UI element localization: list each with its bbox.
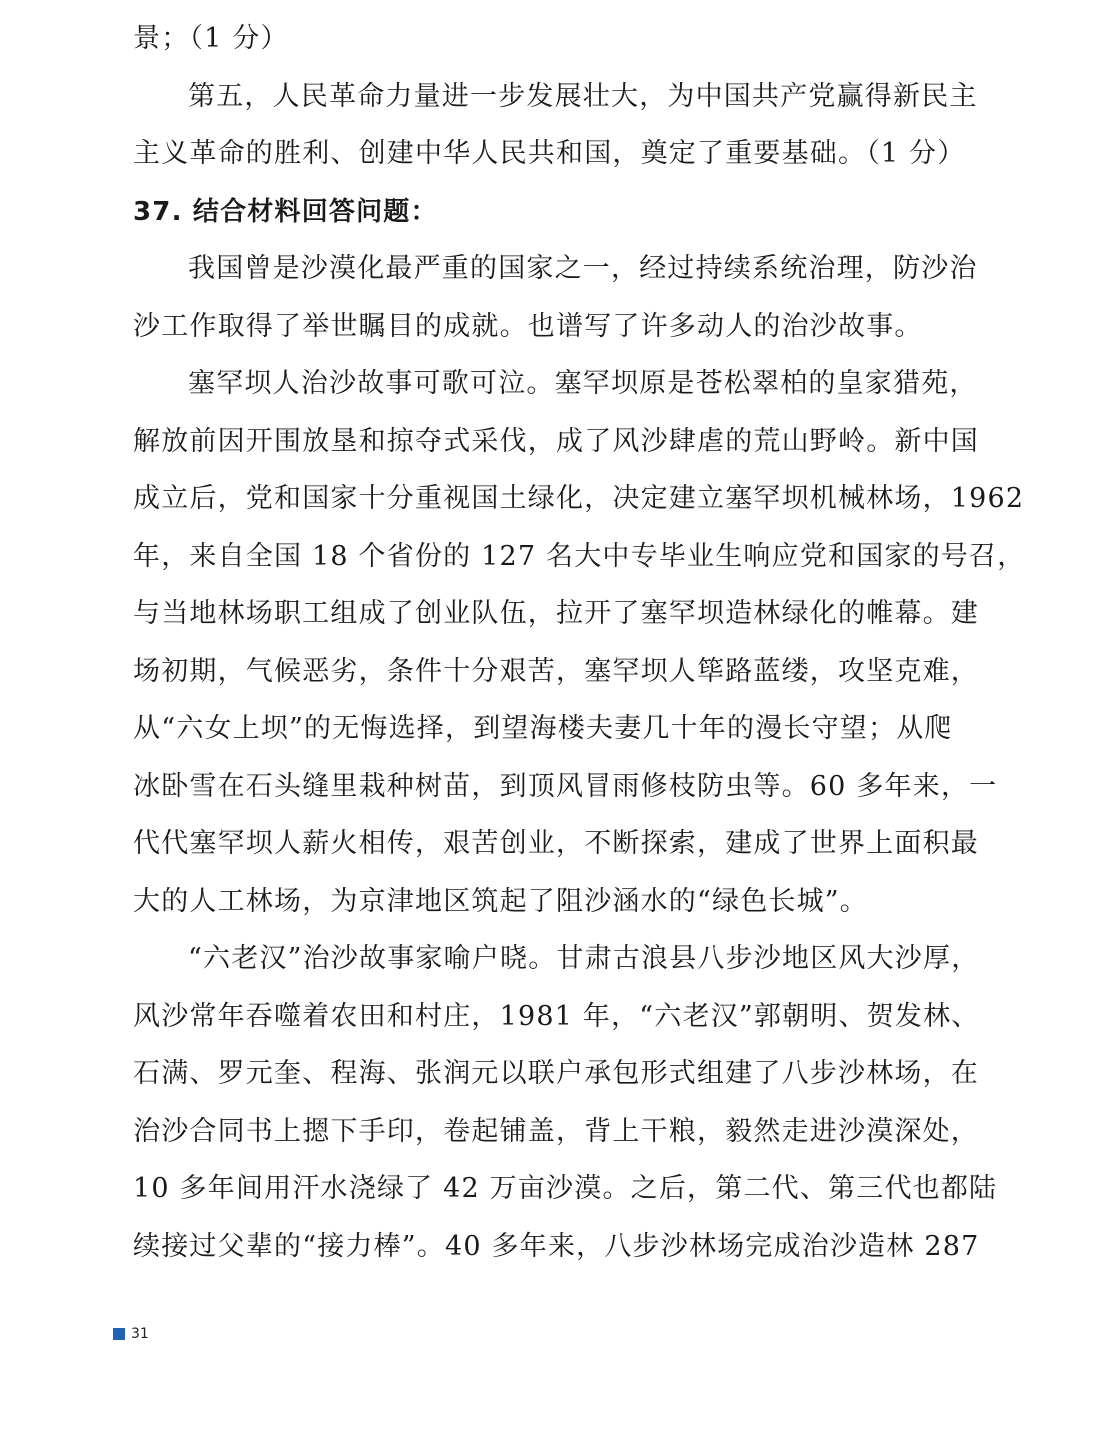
text-line: 沙工作取得了举世瞩目的成就。也谱写了许多动人的治沙故事。 — [133, 310, 923, 342]
text-line: 大的人工林场，为京津地区筑起了阻沙涵水的“绿色长城”。 — [133, 885, 869, 917]
footer-square-icon — [113, 1328, 125, 1340]
page-number: 31 — [131, 1326, 149, 1342]
text-line: 第五，人民革命力量进一步发展壮大，为中国共产党赢得新民主 — [188, 80, 978, 112]
text-line: 风沙常年吞噬着农田和村庄，1981 年，“六老汉”郭朝明、贺发林、 — [133, 1000, 980, 1032]
page-footer — [113, 1326, 149, 1342]
text-line: 代代塞罕坝人薪火相传，艰苦创业，不断探索，建成了世界上面积最 — [133, 828, 979, 859]
text-line: 景；（1 分） — [133, 23, 289, 54]
text-line: 与当地林场职工组成了创业队伍，拉开了塞罕坝造林绿化的帷幕。建 — [133, 598, 979, 629]
text-line: “六老汉”治沙故事家喻户晓。甘肃古浪县八步沙地区风大沙厚， — [188, 943, 980, 974]
text-line: 年，来自全国 18 个省份的 127 名大中专毕业生响应党和国家的号召， — [133, 540, 1026, 572]
text-line: 10 多年间用汗水浇绿了 42 万亩沙漠。之后，第二代、第三代也都陆 — [133, 1173, 998, 1204]
text-line: 从“六女上坝”的无悔选择，到望海楼夫妻几十年的漫长守望；从爬 — [133, 713, 953, 744]
text-line: 治沙合同书上摁下手印，卷起铺盖，背上干粮，毅然走进沙漠深处， — [133, 1115, 979, 1147]
text-line: 主义革命的胜利、创建中华人民共和国，奠定了重要基础。（1 分） — [133, 138, 966, 169]
text-line: 塞罕坝人治沙故事可歌可泣。塞罕坝原是苍松翠柏的皇家猎苑， — [188, 368, 978, 399]
text-line: 场初期，气候恶劣，条件十分艰苦，塞罕坝人筚路蓝缕，攻坚克难， — [133, 655, 979, 687]
question-heading: 37. 结合材料回答问题： — [133, 196, 438, 227]
text-line: 石满、罗元奎、程海、张润元以联户承包形式组建了八步沙林场，在 — [133, 1058, 979, 1089]
text-line: 续接过父辈的“接力棒”。40 多年来，八步沙林场完成治沙造林 287 — [133, 1230, 980, 1262]
text-line: 我国曾是沙漠化最严重的国家之一，经过持续系统治理，防沙治 — [188, 253, 978, 284]
text-line: 冰卧雪在石头缝里栽种树苗，到顶风冒雨修枝防虫等。60 多年来，一 — [133, 770, 998, 802]
text-line: 解放前因开围放垦和掠夺式采伐，成了风沙肆虐的荒山野岭。新中国 — [133, 425, 979, 457]
document-body — [133, 14, 1026, 1279]
text-line: 成立后，党和国家十分重视国土绿化，决定建立塞罕坝机械林场，1962 — [133, 483, 1025, 514]
